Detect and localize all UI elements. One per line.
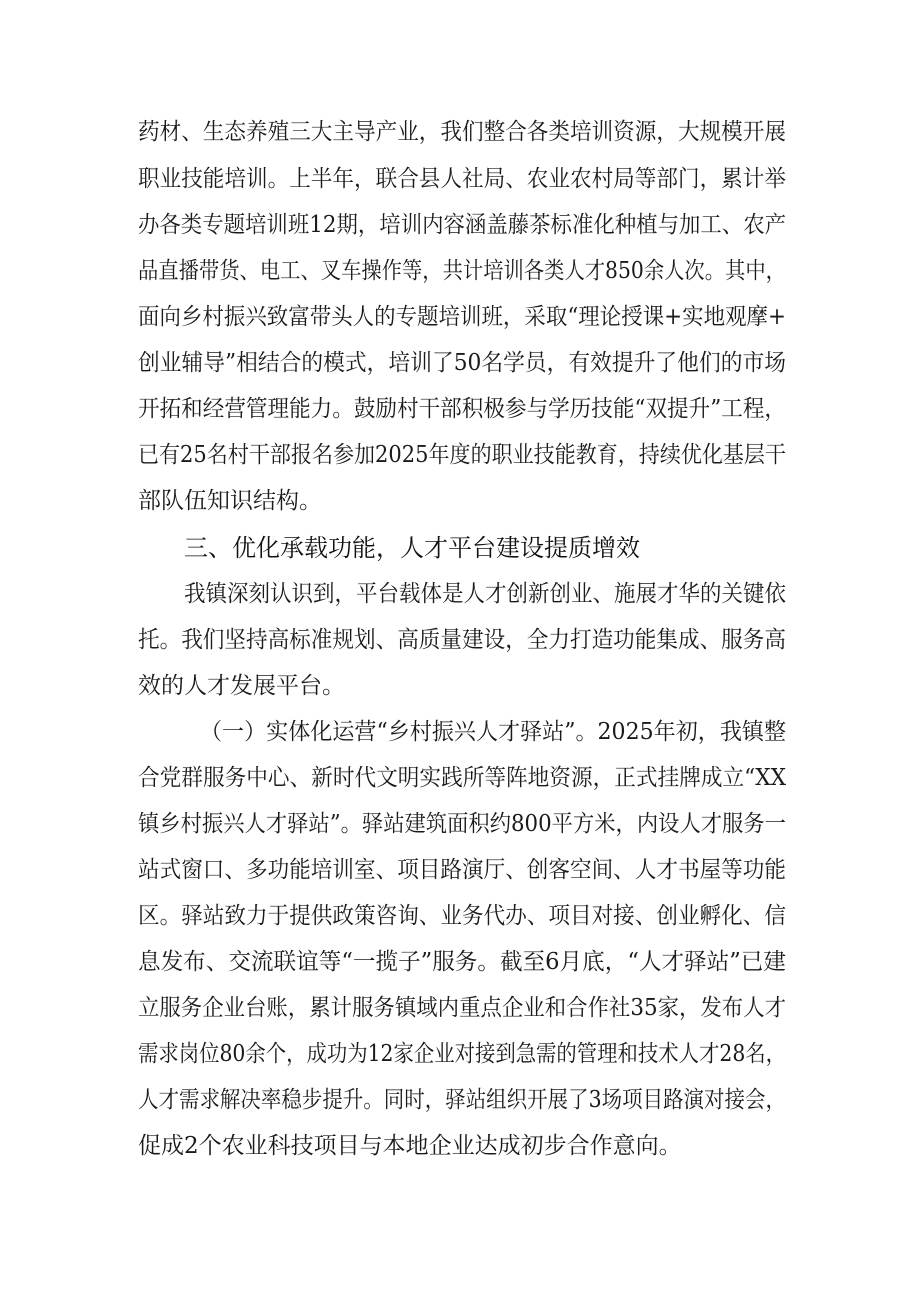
text-line: 区。驿站致力于提供政策咨询、业务代办、项目对接、创业孵化、信 [138,903,786,929]
text-line: 职业技能培训。上半年，联合县人社局、农业农村局等部门，累计举 [138,166,786,192]
text-line: 开拓和经营管理能力。鼓励村干部积极参与学历技能“双提升”工程， [138,396,786,422]
text-line: 立服务企业台账，累计服务镇域内重点企业和合作社35家，发布人才 [138,995,787,1021]
text-line: （一）实体化运营“乡村振兴人才驿站”。2025年初，我镇整 [200,719,787,745]
text-line: 药材、生态养殖三大主导产业，我们整合各类培训资源，大规模开展 [138,119,786,145]
text-line: 托。我们坚持高标准规划、高质量建设，全力打造功能集成、服务高 [138,627,786,653]
text-line: 人才需求解决率稳步提升。同时，驿站组织开展了3场项目路演对接会， [138,1087,786,1113]
text-line: 效的人才发展平台。 [138,673,345,699]
text-line: 站式窗口、多功能培训室、项目路演厅、创客空间、人才书屋等功能 [138,857,786,883]
text-line: 办各类专题培训班12期，培训内容涵盖藤茶标准化种植与加工、农产 [138,212,787,238]
text-line: 需求岗位80余个，成功为12家企业对接到急需的管理和技术人才28名， [138,1041,787,1067]
text-line: 促成2个农业科技项目与本地企业达成初步合作意向。 [138,1133,682,1159]
text-line: 已有25名村干部报名参加2025年度的职业技能教育，持续优化基层干 [138,442,786,468]
text-line: 息发布、交流联谊等“一揽子”服务。截至6月底，“人才驿站”已建 [138,949,786,975]
text-line: 部队伍知识结构。 [138,488,322,514]
section-heading-text: 三、优化承载功能，人才平台建设提质增效 [184,534,640,562]
text-line: 创业辅导”相结合的模式，培训了50名学员，有效提升了他们的市场 [138,350,786,376]
text-line: 面向乡村振兴致富带头人的专题培训班，采取“理论授课+实地观摩+ [138,304,787,330]
text-line: 镇乡村振兴人才驿站”。驿站建筑面积约800平方米，内设人才服务一 [138,811,786,837]
text-line: 品直播带货、电工、叉车操作等，共计培训各类人才850余人次。其中， [138,258,786,284]
text-line: 我镇深刻认识到，平台载体是人才创新创业、施展才华的关键依 [184,581,787,607]
text-line: 合党群服务中心、新时代文明实践所等阵地资源，正式挂牌成立“XX [138,765,787,791]
